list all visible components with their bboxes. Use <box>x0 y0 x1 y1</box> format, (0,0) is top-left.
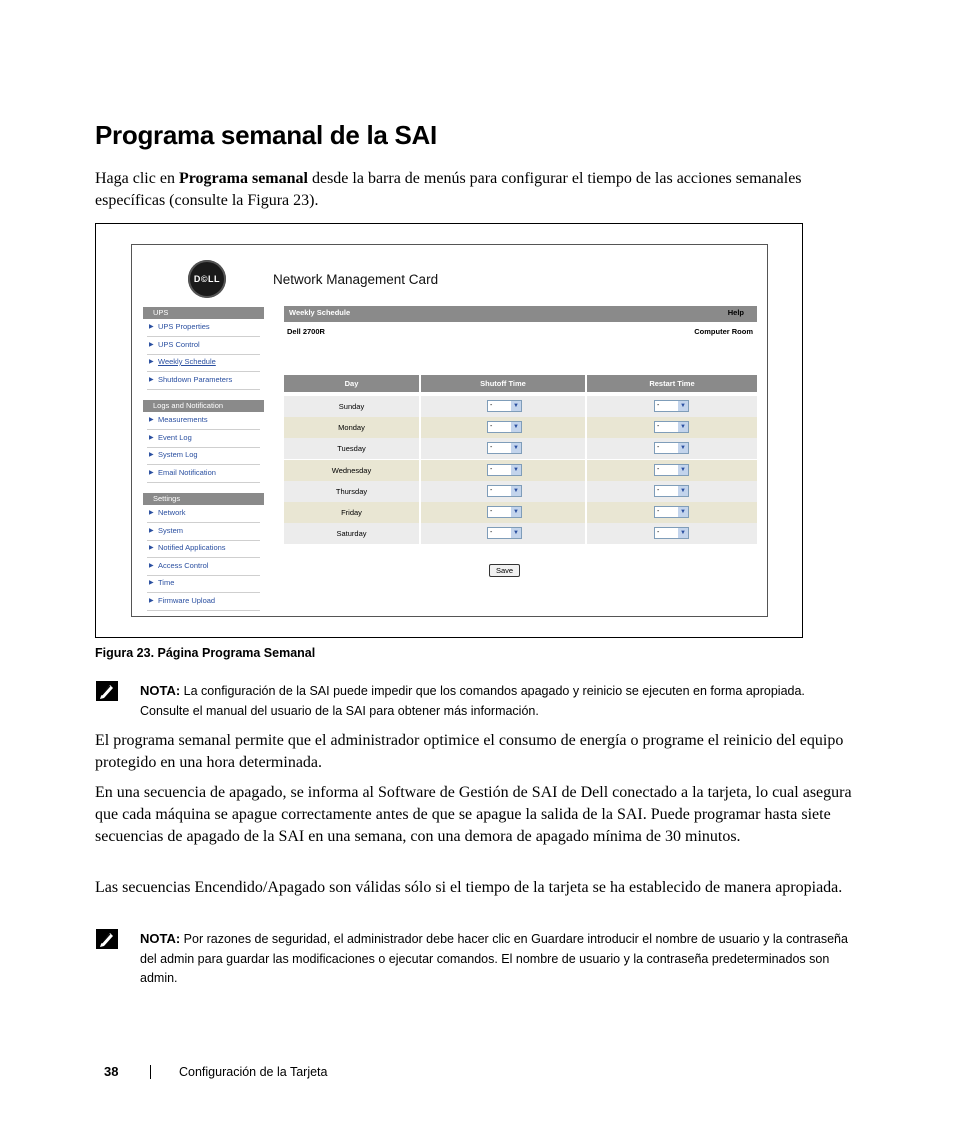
column-header-shutoff: Shutoff Time <box>421 375 587 392</box>
sidebar-item-label: Notified Applications <box>158 543 226 552</box>
restart-time-select[interactable] <box>654 527 689 539</box>
sidebar-item-label: Email Notification <box>158 467 216 477</box>
sidebar-item[interactable] <box>147 337 260 355</box>
sidebar-item-label: Time <box>158 578 175 587</box>
sidebar-item-label: Access Control <box>158 560 209 570</box>
restart-time-select[interactable] <box>654 421 689 433</box>
intro-paragraph: Haga clic en Programa semanal desde la barra de menús para configurar el tiempo de las acciones semanales específicas (consulte la Figura 23). <box>95 170 802 209</box>
table-row <box>284 502 757 523</box>
chevron-down-icon[interactable]: ▼ <box>678 507 688 517</box>
select-value: - <box>657 486 660 494</box>
sidebar-item[interactable] <box>147 430 260 448</box>
select-value: - <box>657 423 660 431</box>
sidebar-item-label: Weekly Schedule <box>158 357 216 366</box>
panel-title: Weekly Schedule <box>289 308 351 317</box>
chevron-down-icon[interactable]: ▼ <box>511 443 521 453</box>
shutoff-time-select[interactable] <box>487 464 522 476</box>
save-button[interactable]: Save <box>489 564 520 577</box>
select-value: - <box>657 508 660 515</box>
bullet-arrow-icon: ▶ <box>149 341 154 348</box>
restart-time-select[interactable] <box>654 442 689 454</box>
sidebar-item-label: UPS Control <box>158 339 200 349</box>
shutoff-time-select[interactable] <box>487 400 522 412</box>
sidebar-group-header: Logs and Notification <box>143 400 264 412</box>
chevron-down-icon[interactable]: ▼ <box>678 401 688 411</box>
table-row <box>284 460 757 481</box>
sidebar-item[interactable] <box>147 465 260 483</box>
select-value: - <box>657 465 660 473</box>
bullet-arrow-icon: ▶ <box>149 359 154 365</box>
day-cell: Tuesday <box>284 438 421 459</box>
restart-time-select[interactable] <box>654 485 689 497</box>
table-header-row <box>284 375 757 396</box>
select-value: - <box>490 486 493 494</box>
restart-time-select[interactable] <box>654 400 689 412</box>
chevron-down-icon[interactable]: ▼ <box>678 486 688 496</box>
chevron-down-icon[interactable]: ▼ <box>511 401 521 411</box>
select-value: - <box>490 529 493 537</box>
device-location: Computer Room <box>694 327 753 336</box>
bullet-arrow-icon: ▶ <box>149 469 154 476</box>
sidebar-group-header: UPS <box>143 307 264 319</box>
sidebar-item[interactable] <box>147 412 260 430</box>
sidebar-item-label: Firmware Upload <box>158 595 216 605</box>
table-row <box>284 438 757 459</box>
chevron-down-icon[interactable]: ▼ <box>511 465 521 475</box>
bullet-arrow-icon: ▶ <box>149 452 154 458</box>
sidebar-item-label: System Log <box>158 450 198 459</box>
select-value: - <box>657 529 660 537</box>
page-title: Programa semanal de la SAI <box>95 120 437 150</box>
day-cell: Sunday <box>284 396 421 417</box>
shutoff-time-select[interactable] <box>487 442 522 454</box>
day-cell: Friday <box>284 502 421 523</box>
sidebar-item-label: Network <box>158 508 186 517</box>
chevron-down-icon[interactable]: ▼ <box>511 507 521 517</box>
bullet-arrow-icon: ▶ <box>149 527 154 534</box>
app-title: Network Management Card <box>273 272 439 287</box>
sidebar-item[interactable] <box>147 447 260 465</box>
bullet-arrow-icon: ▶ <box>149 417 154 423</box>
table-row <box>284 481 757 502</box>
select-value: - <box>490 508 493 515</box>
shutoff-time-select[interactable] <box>487 485 522 497</box>
bullet-arrow-icon: ▶ <box>149 597 154 604</box>
sidebar-item[interactable] <box>147 575 260 593</box>
sidebar-item[interactable] <box>147 354 260 372</box>
shutoff-time-select[interactable] <box>487 506 522 518</box>
select-value: - <box>657 444 660 452</box>
chevron-down-icon[interactable]: ▼ <box>678 465 688 475</box>
bullet-arrow-icon: ▶ <box>149 324 154 330</box>
bullet-arrow-icon: ▶ <box>149 376 154 383</box>
table-row <box>284 523 757 544</box>
chevron-down-icon[interactable]: ▼ <box>511 486 521 496</box>
table-row <box>284 417 757 438</box>
chevron-down-icon[interactable]: ▼ <box>511 528 521 538</box>
select-value: - <box>490 444 493 452</box>
day-cell: Wednesday <box>284 460 421 481</box>
sidebar-item[interactable] <box>147 372 260 390</box>
sidebar-item[interactable] <box>147 523 260 541</box>
table-row <box>284 396 757 417</box>
note-1: NOTA: La configuración de la SAI puede impedir que los comandos apagado y reinicio se ejecuten en forma apropiada. Consulte el manual del usuario de la SAI para obtener más información. <box>140 683 805 718</box>
sidebar-item[interactable] <box>147 540 260 558</box>
sidebar-item[interactable] <box>147 593 260 611</box>
shutoff-time-select[interactable] <box>487 527 522 539</box>
note-pencil-icon <box>96 681 118 701</box>
sidebar-item[interactable] <box>147 505 260 523</box>
sidebar-item-label: Measurements <box>158 415 208 424</box>
column-header-restart: Restart Time <box>587 375 757 392</box>
bullet-arrow-icon: ▶ <box>149 580 154 586</box>
day-cell: Monday <box>284 417 421 438</box>
figure-screenshot <box>131 244 768 617</box>
select-value: - <box>490 402 493 409</box>
chevron-down-icon[interactable]: ▼ <box>678 422 688 432</box>
bullet-arrow-icon: ▶ <box>149 562 154 569</box>
note-pencil-icon <box>96 929 118 949</box>
select-value: - <box>657 402 660 409</box>
shutoff-time-select[interactable] <box>487 421 522 433</box>
footer-divider <box>150 1065 151 1079</box>
sidebar-item[interactable] <box>147 319 260 337</box>
day-cell: Saturday <box>284 523 421 544</box>
sidebar-item[interactable] <box>147 558 260 576</box>
sidebar-item-label: UPS Properties <box>158 322 210 331</box>
sidebar-item-label: System <box>158 525 184 535</box>
restart-time-select[interactable] <box>654 464 689 476</box>
device-name: Dell 2700R <box>287 327 325 336</box>
schedule-header-bar <box>284 306 757 322</box>
bullet-arrow-icon: ▶ <box>149 434 154 441</box>
chevron-down-icon[interactable]: ▼ <box>678 528 688 538</box>
bullet-arrow-icon: ▶ <box>149 510 154 516</box>
sidebar-item-label: Shutdown Parameters <box>158 374 233 384</box>
paragraph-2: En una secuencia de apagado, se informa al Software de Gestión de SAI de Dell conectado a la tarjeta, lo cual asegura que cada máquina se apague correctamente antes de que se apague la salida de la SAI. Puede programar hasta siete secuencias de apagado de la SAI en una semana, con una demora de apagado mínima de 30 minutos. <box>95 784 852 845</box>
sidebar-item-label: Event Log <box>158 432 192 442</box>
sidebar-group-header: Settings <box>143 493 264 505</box>
note-2: NOTA: Por razones de seguridad, el administrador debe hacer clic en Guardare introducir el nombre de usuario y la contraseña del admin para guardar las modificaciones o ejecutar comandos. El nombre de usuario y la contraseña predeterminados son admin. <box>140 931 848 985</box>
bullet-arrow-icon: ▶ <box>149 545 154 551</box>
column-header-day: Day <box>284 375 421 392</box>
page-number: 38 <box>104 1064 119 1079</box>
day-cell: Thursday <box>284 481 421 502</box>
help-link[interactable]: Help <box>727 308 744 317</box>
chevron-down-icon[interactable]: ▼ <box>511 422 521 432</box>
chevron-down-icon[interactable]: ▼ <box>678 443 688 453</box>
dell-logo: D©LL <box>188 260 226 298</box>
restart-time-select[interactable] <box>654 506 689 518</box>
select-value: - <box>490 465 493 473</box>
paragraph-1: El programa semanal permite que el administrador optimice el consumo de energía o programe el reinicio del equipo protegido en una hora determinada. <box>95 732 844 771</box>
footer-section-title: Configuración de la Tarjeta <box>179 1065 328 1079</box>
figure-caption: Figura 23. Página Programa Semanal <box>95 646 316 660</box>
select-value: - <box>490 423 493 431</box>
paragraph-3: Las secuencias Encendido/Apagado son válidas sólo si el tiempo de la tarjeta se ha establecido de manera apropiada. <box>95 879 843 896</box>
